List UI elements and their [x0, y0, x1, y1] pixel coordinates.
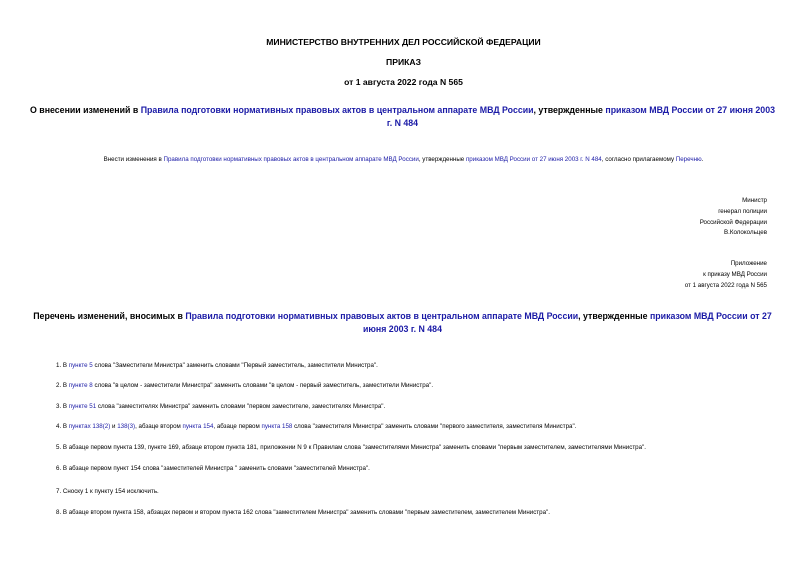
appendix-line-1: Приложение [730, 260, 767, 267]
order-title [30, 104, 775, 130]
ministry-heading: МИНИСТЕРСТВО ВНУТРЕННИХ ДЕЛ РОССИЙСКОЙ ФЕДЕРАЦИИ [266, 37, 541, 47]
signature-line-3: Российской Федерации [699, 218, 767, 226]
list-title-prefix: Перечень изменений, вносимых в [33, 311, 186, 321]
appendix-line-2: к приказу МВД России [703, 270, 767, 278]
appendix-line-3: от 1 августа 2022 года N 565 [684, 281, 767, 289]
point-5-link[interactable]: пункте 5 [68, 362, 93, 369]
order-title-prefix: О внесении изменений в [30, 105, 141, 115]
intro-order-link[interactable]: приказом МВД России от 27 июня 2003 г. N 484 [465, 156, 602, 163]
signature-line-2: генерал полиции [718, 207, 767, 215]
intro-text-4: . [701, 156, 704, 163]
order-date-number: от 1 августа 2022 года N 565 [344, 77, 463, 87]
intro-list-link[interactable]: Перечню [675, 156, 702, 163]
list-item: 2. В пункте 8 слова "в целом - заместители Министра" заменить словами "в целом - первый заместитель, заместители Министра". [56, 382, 434, 389]
order-484-link[interactable]: приказом МВД России от 27 июня 2003 г. N 484 [386, 105, 775, 128]
signature-block [700, 196, 767, 239]
intro-text-2: , утвержденные [418, 156, 466, 163]
intro-rules-link[interactable]: Правила подготовки нормативных правовых актов в центральном аппарате МВД России [163, 156, 419, 163]
list-item: 1. В пункте 5 слова "Заместители Министра" заменить словами "Первый заместитель, заместители Министра". [56, 362, 378, 369]
list-order-link[interactable]: приказом МВД России от 27 июня 2003 г. N 484 [363, 311, 772, 334]
list-item: 6. В абзаце первом пункт 154 слова "заместителей Министра " заменить словами "заместителей Министра". [56, 465, 370, 472]
signature-line-4: В.Колокольцев [724, 229, 767, 237]
point-154-link[interactable]: пункта 154 [182, 423, 214, 430]
rules-link[interactable]: Правила подготовки нормативных правовых актов в центральном аппарате МВД России [140, 105, 534, 115]
appendix-block [685, 259, 767, 291]
point-138-2-link[interactable]: пунктах 138(2) [68, 423, 111, 430]
list-item: 7. Сноску 1 к пункту 154 исключить. [56, 488, 159, 495]
list-item: 4. В пунктах 138(2) и 138(3), абзаце втором пункта 154, абзаце первом пункта 158 слова "заместителя Министра" заменить словами "первого заместителя, заместителя Министра". [56, 423, 577, 430]
list-item: 8. В абзаце втором пункта 158, абзацах первом и втором пункта 162 слова "заместителем Министра" заменить словами "первым заместителем, заместителем Министра". [56, 509, 550, 516]
list-item: 3. В пункте 51 слова "заместителях Министра" заменить словами "первом заместителе, заместителях Министра". [56, 403, 386, 410]
list-title-mid: , утвержденные [578, 311, 650, 321]
order-title-mid: , утвержденные [533, 105, 606, 115]
list-item: 5. В абзаце первом пункта 139, пункте 169, абзаце втором пункта 181, приложении N 9 к Правилам слова "заместителями Министра" заменить словами "первым заместителем, заместителями Министра". [56, 444, 646, 451]
intro-paragraph [0, 156, 807, 163]
list-title [30, 310, 775, 336]
point-8-link[interactable]: пункте 8 [68, 382, 93, 389]
point-138-3-link[interactable]: 138(3) [117, 423, 136, 430]
point-51-link[interactable]: пункте 51 [68, 403, 97, 410]
point-158-link[interactable]: пункта 158 [261, 423, 293, 430]
intro-text-1: Внести изменения в [103, 156, 164, 163]
list-rules-link[interactable]: Правила подготовки нормативных правовых актов в центральном аппарате МВД России [185, 311, 579, 321]
intro-text-3: , согласно прилагаемому [601, 156, 676, 163]
doc-type-heading: ПРИКАЗ [386, 57, 421, 67]
signature-line-1: Министр [742, 197, 767, 204]
